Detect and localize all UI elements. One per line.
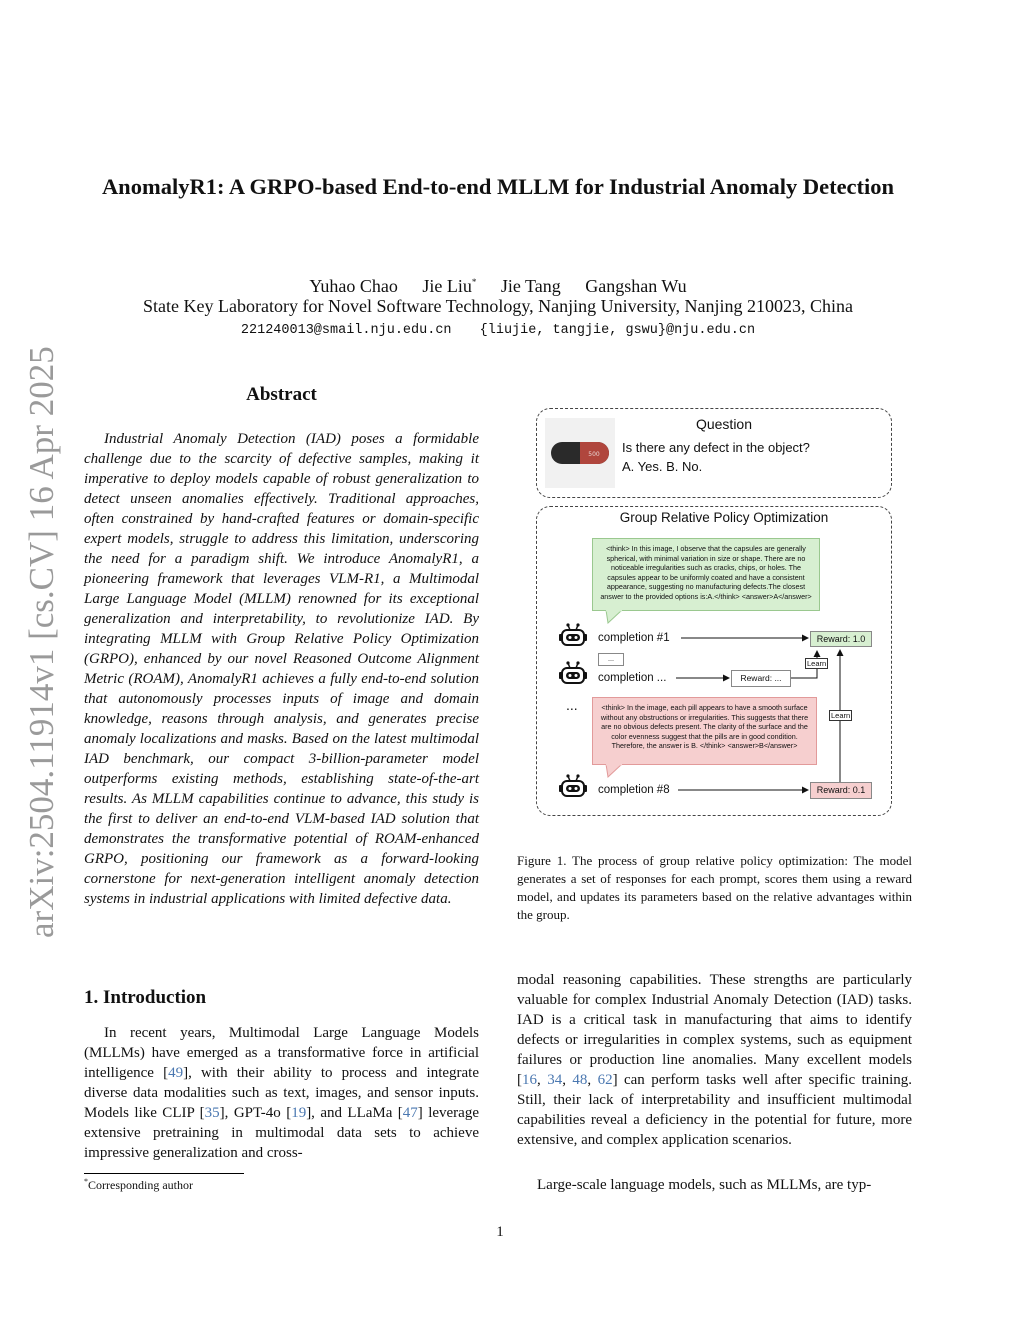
question-text: Is there any defect in the object? (622, 440, 810, 455)
completion-bubble-correct: <think> In this image, I observe that the capsules are generally spherical, with minimal variation in size or shape. There are no noticeable irregularities such as cracks, chips, or holes. The capsules appear to be uniformly coated and have a consistent appearance, suggesting no manufacturing defects.The closest answer to the provided options is:A.</think> <answer>A</answer> (592, 538, 820, 611)
figure-caption: Figure 1. The process of group relative policy optimization: The model generates a set of responses for each prompt, scores them using a reward model, and updates its parameters based on the relative advantages within the group. (517, 853, 912, 922)
completion-bubble-wrong: <think> In the image, each pill appears to have a smooth surface without any obstructions or irregularities. This suggests that there are no obvious defects present. The clarity of the surface and the color evenness suggest that the pills are in good condition. Therefore, the answer is B. </think> <answer>B</answer> (592, 697, 817, 765)
citation-link[interactable]: 35 (204, 1105, 220, 1121)
abstract-text: Industrial Anomaly Detection (IAD) poses a formidable challenge due to the scarcity of defective samples, making it imperative to deploy models capable of robust generalization to detect unseen anomalies effectively. Traditional approaches, often constrained by hand-crafted features or domain-specific expert models, struggle to address this limitation, underscoring the need for a paradigm shift. We introduce AnomalyR1, a pioneering framework that leverages VLM-R1, a Multimodal Large Language Model (MLLM) renowned for its exceptional generalization and interpretability, to revolutionize IAD. By integrating MLLM with Group Relative Policy Optimization (GRPO), enhanced by our novel Reasoned Outcome Alignment Metric (ROAM), AnomalyR1 achieves a fully end-to-end solution that autonomously processes inputs of image and domain knowledge, reasons through analysis, and generates precise anomaly localizations and masks. Based on the latest multimodal IAD benchmark, our compact 3-billion-parameter model outperforms existing methods, establishing state-of-the-art results. As MLLM capabilities continue to advance, this study is the first to deliver an end-to-end VLM-based IAD solution that demonstrates the transformative potential of ROAM-enhanced GRPO, positioning our framework as a forward-looking cornerstone for next-generation intelligent anomaly detection systems in industrial applications with limited defective data. (84, 431, 479, 907)
citation-link[interactable]: 19 (291, 1105, 307, 1121)
author-name: Gangshan Wu (585, 276, 687, 296)
pill-image (545, 418, 615, 488)
reward-badge: Reward: ... (731, 670, 791, 687)
footnote-rule (84, 1173, 244, 1174)
completion-label: completion #8 (598, 784, 670, 796)
footnote: *Corresponding author (84, 1177, 193, 1192)
citation-link[interactable]: 34 (547, 1072, 563, 1088)
paragraph: modal reasoning capabilities. These strengths are particularly valuable for complex Industrial Anomaly Detection (IAD) tasks. IAD is a critical task in manufacturing that aims to identify defects or irregularities in complex systems, such as equipment failures or production line anomalies. Many excellent models [16, 34, 48, 62] can perform tasks well after specific training. Still, their lack of interpretability and insufficient multimodal capabilities reveal a deficiency in the potential for future, more extensive, and complex application scenarios. (517, 972, 913, 1148)
small-bubble: ... (598, 653, 624, 666)
author-name: Jie Liu* (422, 276, 477, 296)
learn-label: Learn (831, 711, 851, 720)
citation-link[interactable]: 16 (522, 1072, 537, 1088)
page-number: 1 (496, 1224, 504, 1240)
arxiv-stamp: arXiv:2504.11914v1 [cs.CV] 16 Apr 2025 (22, 346, 61, 938)
email: 221240013@smail.nju.edu.cn (240, 323, 452, 338)
abstract-heading: Abstract (246, 384, 317, 405)
reward-badge: Reward: 0.1 (810, 782, 872, 799)
reward-badge: Reward: 1.0 (810, 631, 872, 647)
completion-label: completion ... (598, 672, 667, 684)
citation-link[interactable]: 48 (572, 1072, 588, 1088)
email-list (100, 321, 896, 341)
question-title: Question (695, 416, 753, 432)
citation-link[interactable]: 62 (597, 1072, 613, 1088)
citation-link[interactable]: 47 (402, 1105, 418, 1121)
author-name: Yuhao Chao (309, 276, 398, 296)
paper-title: AnomalyR1: A GRPO-based End-to-end MLLM for Industrial Anomaly Detection (101, 174, 895, 199)
paragraph: Large-scale language models, such as MLLMs, are typ- (537, 1177, 872, 1193)
learn-label: Learn (807, 659, 827, 668)
answer-options: A. Yes. B. No. (622, 459, 703, 474)
author-name: Jie Tang (500, 276, 561, 296)
paragraph: In recent years, Multimodal Large Language Models (MLLMs) have emerged as a transformative force in artificial intelligence [49], with their ability to process and integrate diverse data modalities such as text, images, and sensor inputs. Models like CLIP [35], GPT-4o [19], and LLaMa [47] leverage extensive pretraining in multimodal data sets to achieve impressive generalization and cross- (84, 1025, 479, 1161)
section-heading: 1. Introduction (84, 987, 207, 1008)
ellipsis: ... (566, 697, 578, 713)
citation-link[interactable]: 49 (168, 1065, 184, 1081)
email: {liujie, tangjie, gswu}@nju.edu.cn (479, 323, 756, 338)
pill-imprint: 500 (588, 451, 600, 458)
grpo-title: Group Relative Policy Optimization (619, 510, 829, 525)
affiliation: State Key Laboratory for Novel Software Technology, Nanjing University, Nanjing 210023, China (143, 296, 853, 316)
completion-label: completion #1 (598, 632, 670, 644)
